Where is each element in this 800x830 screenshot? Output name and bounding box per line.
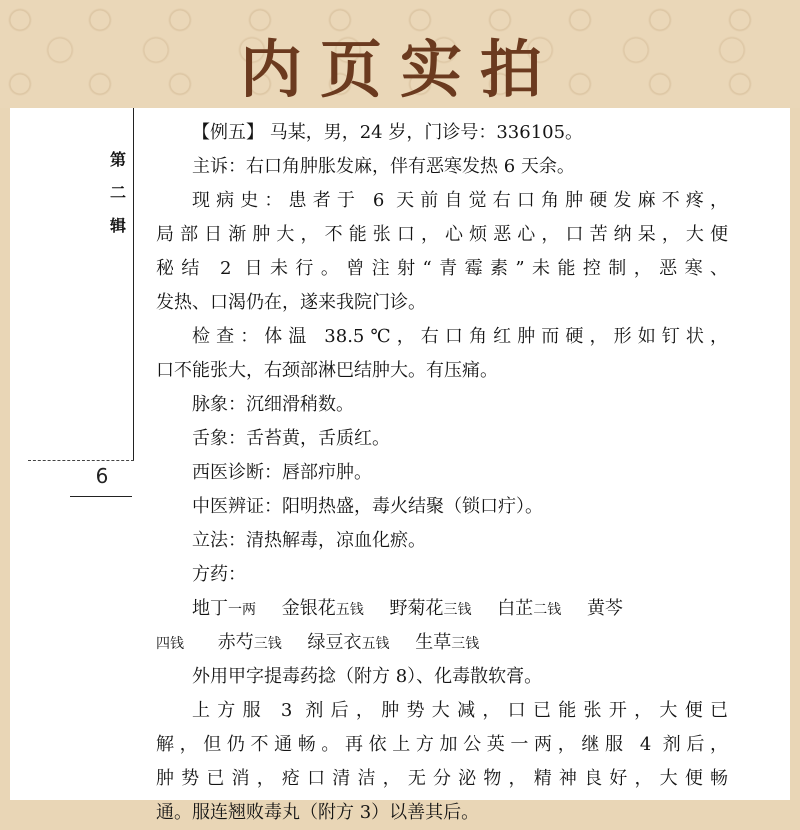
western-diagnosis: 西医诊断：唇部疖肿。: [192, 462, 372, 483]
history-line: 发热、口渴仍在，遂来我院门诊。: [156, 292, 426, 313]
herb-item: 绿豆衣五钱: [307, 632, 390, 653]
history-line: 现病史：患者于 6 天前自觉右口角肿硬发麻不疼，: [192, 190, 728, 211]
history-line: 秘结 2 日未行。曾注射“青霉素”未能控制，恶寒、: [156, 258, 728, 279]
herb-item: 野菊花三钱: [389, 598, 472, 619]
herb-item: 赤芍三钱: [217, 632, 282, 653]
case-heading: 【例五】 马某，男，24 岁，门诊号：336105。: [192, 122, 584, 143]
volume-label: [107, 143, 129, 242]
herb-row: [156, 592, 728, 626]
followup-line: 上方服 3 剂后，肿势大减，口已能张开，大便已: [192, 700, 728, 721]
banner-title: 内页实拍: [239, 33, 560, 106]
page-number-rule: [70, 496, 132, 497]
volume-char: 辑: [109, 216, 126, 235]
dashed-divider: [28, 460, 134, 461]
tcm-diagnosis: 中医辨证：阳明热盛，毒火结聚（锁口疔）。: [192, 496, 543, 517]
herb-item: 生草三钱: [415, 632, 480, 653]
followup-line: 解，但仍不通畅。再依上方加公英一两，继服 4 剂后，: [156, 734, 728, 755]
herb-dose-continued: 四钱: [156, 636, 184, 652]
chief-complaint: 主诉：右口角肿胀发麻，伴有恶寒发热 6 天余。: [192, 156, 575, 177]
external-medicine: 外用甲字提毒药捻（附方 8）、化毒散软膏。: [192, 666, 543, 687]
herb-item: 黄芩: [586, 598, 623, 619]
followup-line: 肿势已消，疮口清洁，无分泌物，精神良好，大便畅: [156, 768, 728, 789]
exam-line: 检查：体温 38.5℃，右口角红肿而硬，形如钉状，: [192, 326, 728, 347]
herb-item: 金银花五钱: [281, 598, 364, 619]
prescription-heading: 方药：: [192, 564, 246, 585]
herb-item: 白芷二钱: [497, 598, 562, 619]
history-line: 局部日渐肿大，不能张口，心烦恶心，口苦纳呆，大便: [156, 224, 728, 245]
page-number: 6: [95, 464, 109, 488]
followup-line: 通。服连翘败毒丸（附方 3）以善其后。: [156, 802, 480, 823]
margin-rule: [133, 108, 134, 460]
tongue-line: 舌象：舌苔黄，舌质红。: [192, 428, 390, 449]
herb-row: [156, 626, 728, 660]
volume-char: 二: [109, 183, 126, 202]
cloud-pattern-banner: [0, 0, 800, 108]
pulse-line: 脉象：沉细滑稍数。: [192, 394, 354, 415]
herb-item: 地丁一两: [192, 598, 256, 619]
volume-char: 第: [109, 150, 126, 169]
case-text: [156, 116, 728, 830]
book-page: [10, 108, 790, 823]
exam-line: 口不能张大，右颈部淋巴结肿大。有压痛。: [156, 360, 498, 381]
treatment-principle: 立法：清热解毒，凉血化瘀。: [192, 530, 426, 551]
